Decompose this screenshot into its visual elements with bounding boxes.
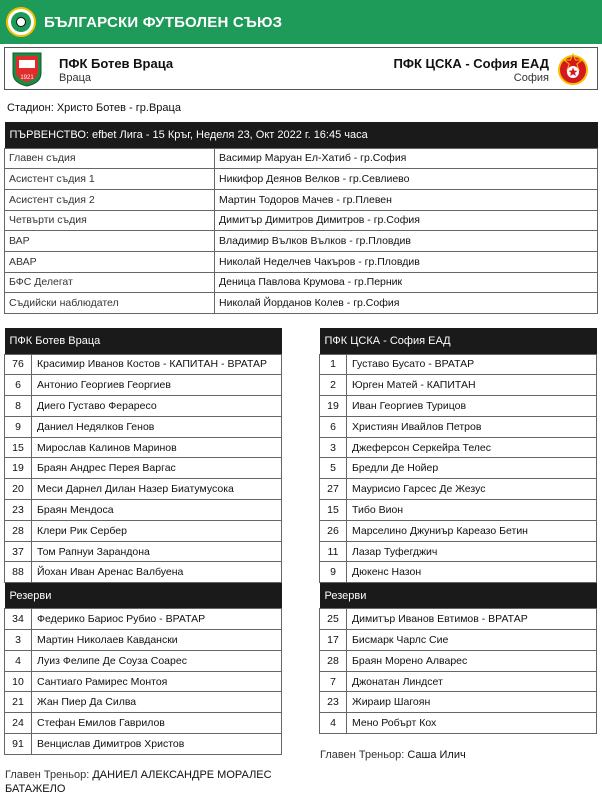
table-row: [5, 500, 282, 521]
table-row: [320, 416, 597, 437]
player-name: Густаво Бусато - ВРАТАР: [347, 354, 597, 375]
table-row: [5, 189, 598, 210]
stadium-info: Стадион: Христо Ботев - гр.Враца: [7, 102, 181, 114]
table-row: [320, 692, 597, 713]
table-row: [5, 416, 282, 437]
player-number: 5: [320, 458, 347, 479]
player-number: 88: [5, 562, 32, 583]
botev-crest-icon: [11, 51, 43, 87]
player-number: 11: [320, 541, 347, 562]
table-row: [5, 375, 282, 396]
player-number: 23: [5, 500, 32, 521]
table-row: [320, 562, 597, 583]
player-name: Марселино Джуниър Карeазо Бетин: [347, 520, 597, 541]
player-number: 15: [320, 500, 347, 521]
table-row: [5, 479, 282, 500]
official-name: Димитър Димитров Димитров - гр.София: [215, 210, 598, 231]
player-name: Красимир Иванов Костов - КАПИТАН - ВРАТАР: [32, 354, 282, 375]
table-row: [5, 671, 282, 692]
official-role: АВАР: [5, 251, 215, 272]
home-coach-label: Главен Треньор:: [5, 769, 90, 781]
player-name: Антонио Георгиев Георгиев: [32, 375, 282, 396]
player-name: Браян Мендоса: [32, 500, 282, 521]
table-row: [5, 272, 598, 293]
away-coach-label: Главен Треньор:: [320, 749, 405, 761]
table-row: [5, 650, 282, 671]
player-number: 19: [5, 458, 32, 479]
player-number: 26: [320, 520, 347, 541]
player-name: Християн Ивайлов Петров: [347, 416, 597, 437]
official-name: Деница Павлова Крумова - гр.Перник: [215, 272, 598, 293]
away-coach-name: Саша Илич: [407, 749, 466, 761]
player-name: Сантиаго Рамирес Монтоя: [32, 671, 282, 692]
table-row: [5, 458, 282, 479]
player-number: 9: [320, 562, 347, 583]
player-number: 7: [320, 671, 347, 692]
player-name: Жираир Шагоян: [347, 692, 597, 713]
official-role: Четвърти съдия: [5, 210, 215, 231]
official-name: Николай Неделчев Чакъров - гр.Пловдив: [215, 251, 598, 272]
official-name: Владимир Вълков Вълков - гр.Пловдив: [215, 231, 598, 252]
player-number: 1: [320, 354, 347, 375]
player-name: Мирослав Калинов Маринов: [32, 437, 282, 458]
player-name: Диего Густаво Фераресо: [32, 396, 282, 417]
player-number: 28: [5, 520, 32, 541]
player-number: 23: [320, 692, 347, 713]
table-row: [320, 520, 597, 541]
home-team-name: ПФК Ботев Враца: [59, 56, 174, 71]
official-role: ВАР: [5, 231, 215, 252]
player-number: 6: [5, 375, 32, 396]
player-name: Браян Морено Алварес: [347, 650, 597, 671]
table-row: [5, 541, 282, 562]
player-number: 17: [320, 630, 347, 651]
competition-heading: ПЪРВЕНСТВО: efbet Лига - 15 Кръг, Неделя 23, Окт 2022 г. 16:45 часа: [9, 128, 368, 141]
table-row: [5, 520, 282, 541]
table-row: [320, 458, 597, 479]
crest-year: 1921: [20, 75, 34, 81]
player-number: 8: [5, 396, 32, 417]
player-name: Джеферсон Серкейра Телес: [347, 437, 597, 458]
home-coach: [5, 768, 295, 796]
official-name: Мартин Тодоров Мачев - гр.Плевен: [215, 189, 598, 210]
table-row: [320, 541, 597, 562]
home-team-city: Враца: [59, 72, 91, 84]
player-name: Клери Рик Сербер: [32, 520, 282, 541]
table-row: [320, 479, 597, 500]
away-team-city: София: [513, 72, 549, 84]
table-row: [320, 500, 597, 521]
cska-crest-icon: [557, 52, 589, 86]
official-role: Главен съдия: [5, 148, 215, 169]
home-coach-name: ДАНИЕЛ АЛЕКСАНДРЕ МОРАЛЕС БАТАЖЕЛО: [5, 769, 272, 795]
player-number: 4: [320, 713, 347, 734]
official-role: Асистент съдия 1: [5, 169, 215, 190]
player-number: 34: [5, 609, 32, 630]
player-number: 21: [5, 692, 32, 713]
page-title: БЪЛГАРСКИ ФУТБОЛЕН СЪЮЗ: [44, 13, 283, 31]
table-row: [5, 396, 282, 417]
player-name: Федерико Бариос Рубио - ВРАТАР: [32, 609, 282, 630]
player-number: 19: [320, 396, 347, 417]
away-coach: [320, 749, 466, 761]
table-row: [5, 562, 282, 583]
home-reserves-heading: Резерви: [5, 583, 282, 609]
away-lineup-heading: ПФК ЦСКА - София ЕАД: [320, 328, 597, 354]
official-role: Асистент съдия 2: [5, 189, 215, 210]
table-row: [320, 437, 597, 458]
player-number: 24: [5, 713, 32, 734]
table-row: [320, 713, 597, 734]
player-number: 27: [320, 479, 347, 500]
player-name: Том Рапнуи Зарандона: [32, 541, 282, 562]
player-name: Бредли Де Нойер: [347, 458, 597, 479]
player-name: Йохан Иван Аренас Валбуена: [32, 562, 282, 583]
player-name: Тибо Вион: [347, 500, 597, 521]
player-number: 10: [5, 671, 32, 692]
player-name: Луиз Фелипе Де Соуза Соарес: [32, 650, 282, 671]
home-lineup-heading: ПФК Ботев Враца: [5, 328, 282, 354]
player-number: 28: [320, 650, 347, 671]
player-name: Жан Пиер Да Силва: [32, 692, 282, 713]
official-name: Васимир Маруан Ел-Хатиб - гр.София: [215, 148, 598, 169]
official-name: Никифор Деянов Велков - гр.Севлиево: [215, 169, 598, 190]
official-role: Съдийски наблюдател: [5, 293, 215, 314]
table-row: [320, 630, 597, 651]
player-name: Лазар Туфегджич: [347, 541, 597, 562]
table-row: [5, 354, 282, 375]
player-name: Венцислав Димитров Христов: [32, 734, 282, 755]
table-row: [5, 293, 598, 314]
table-row: [5, 630, 282, 651]
table-row: [5, 210, 598, 231]
player-name: Иван Георгиев Турицов: [347, 396, 597, 417]
player-name: Бисмарк Чарлс Сие: [347, 630, 597, 651]
table-row: [5, 692, 282, 713]
away-reserves-heading: Резерви: [320, 583, 597, 609]
table-row: [320, 650, 597, 671]
player-number: 3: [5, 630, 32, 651]
player-number: 6: [320, 416, 347, 437]
player-name: Стефан Емилов Гаврилов: [32, 713, 282, 734]
player-name: Меси Дарнел Дилан Назер Биатумусока: [32, 479, 282, 500]
table-row: [5, 148, 598, 169]
player-number: 20: [5, 479, 32, 500]
player-number: 76: [5, 354, 32, 375]
page-header: [0, 0, 602, 44]
player-number: 91: [5, 734, 32, 755]
table-row: [5, 609, 282, 630]
table-row: [5, 437, 282, 458]
table-row: [5, 231, 598, 252]
player-name: Димитър Иванов Евтимов - ВРАТАР: [347, 609, 597, 630]
player-name: Браян Андрес Перея Варгас: [32, 458, 282, 479]
player-number: 9: [5, 416, 32, 437]
player-number: 4: [5, 650, 32, 671]
player-name: Джонатан Линдсет: [347, 671, 597, 692]
officials-table: [4, 122, 598, 314]
table-row: [320, 671, 597, 692]
player-name: Даниел Недялков Генов: [32, 416, 282, 437]
table-row: [320, 396, 597, 417]
player-name: Юрген Матей - КАПИТАН: [347, 375, 597, 396]
player-number: 25: [320, 609, 347, 630]
away-lineup-table: [319, 328, 597, 734]
table-row: [5, 713, 282, 734]
match-card: [4, 47, 598, 90]
player-number: 37: [5, 541, 32, 562]
player-name: Мено Робърт Кох: [347, 713, 597, 734]
table-row: [320, 609, 597, 630]
bfs-logo-icon: [6, 7, 36, 37]
player-number: 3: [320, 437, 347, 458]
away-team-name: ПФК ЦСКА - София ЕАД: [393, 56, 549, 71]
official-role: БФС Делегат: [5, 272, 215, 293]
player-name: Мартин Николаев Кавдански: [32, 630, 282, 651]
table-row: [5, 251, 598, 272]
table-row: [320, 354, 597, 375]
table-row: [5, 734, 282, 755]
table-row: [320, 375, 597, 396]
player-number: 2: [320, 375, 347, 396]
player-name: Маурисио Гарсес Де Жезус: [347, 479, 597, 500]
player-name: Дюкенс Назон: [347, 562, 597, 583]
player-number: 15: [5, 437, 32, 458]
home-lineup-table: [4, 328, 282, 755]
table-row: [5, 169, 598, 190]
official-name: Николай Йорданов Колев - гр.София: [215, 293, 598, 314]
